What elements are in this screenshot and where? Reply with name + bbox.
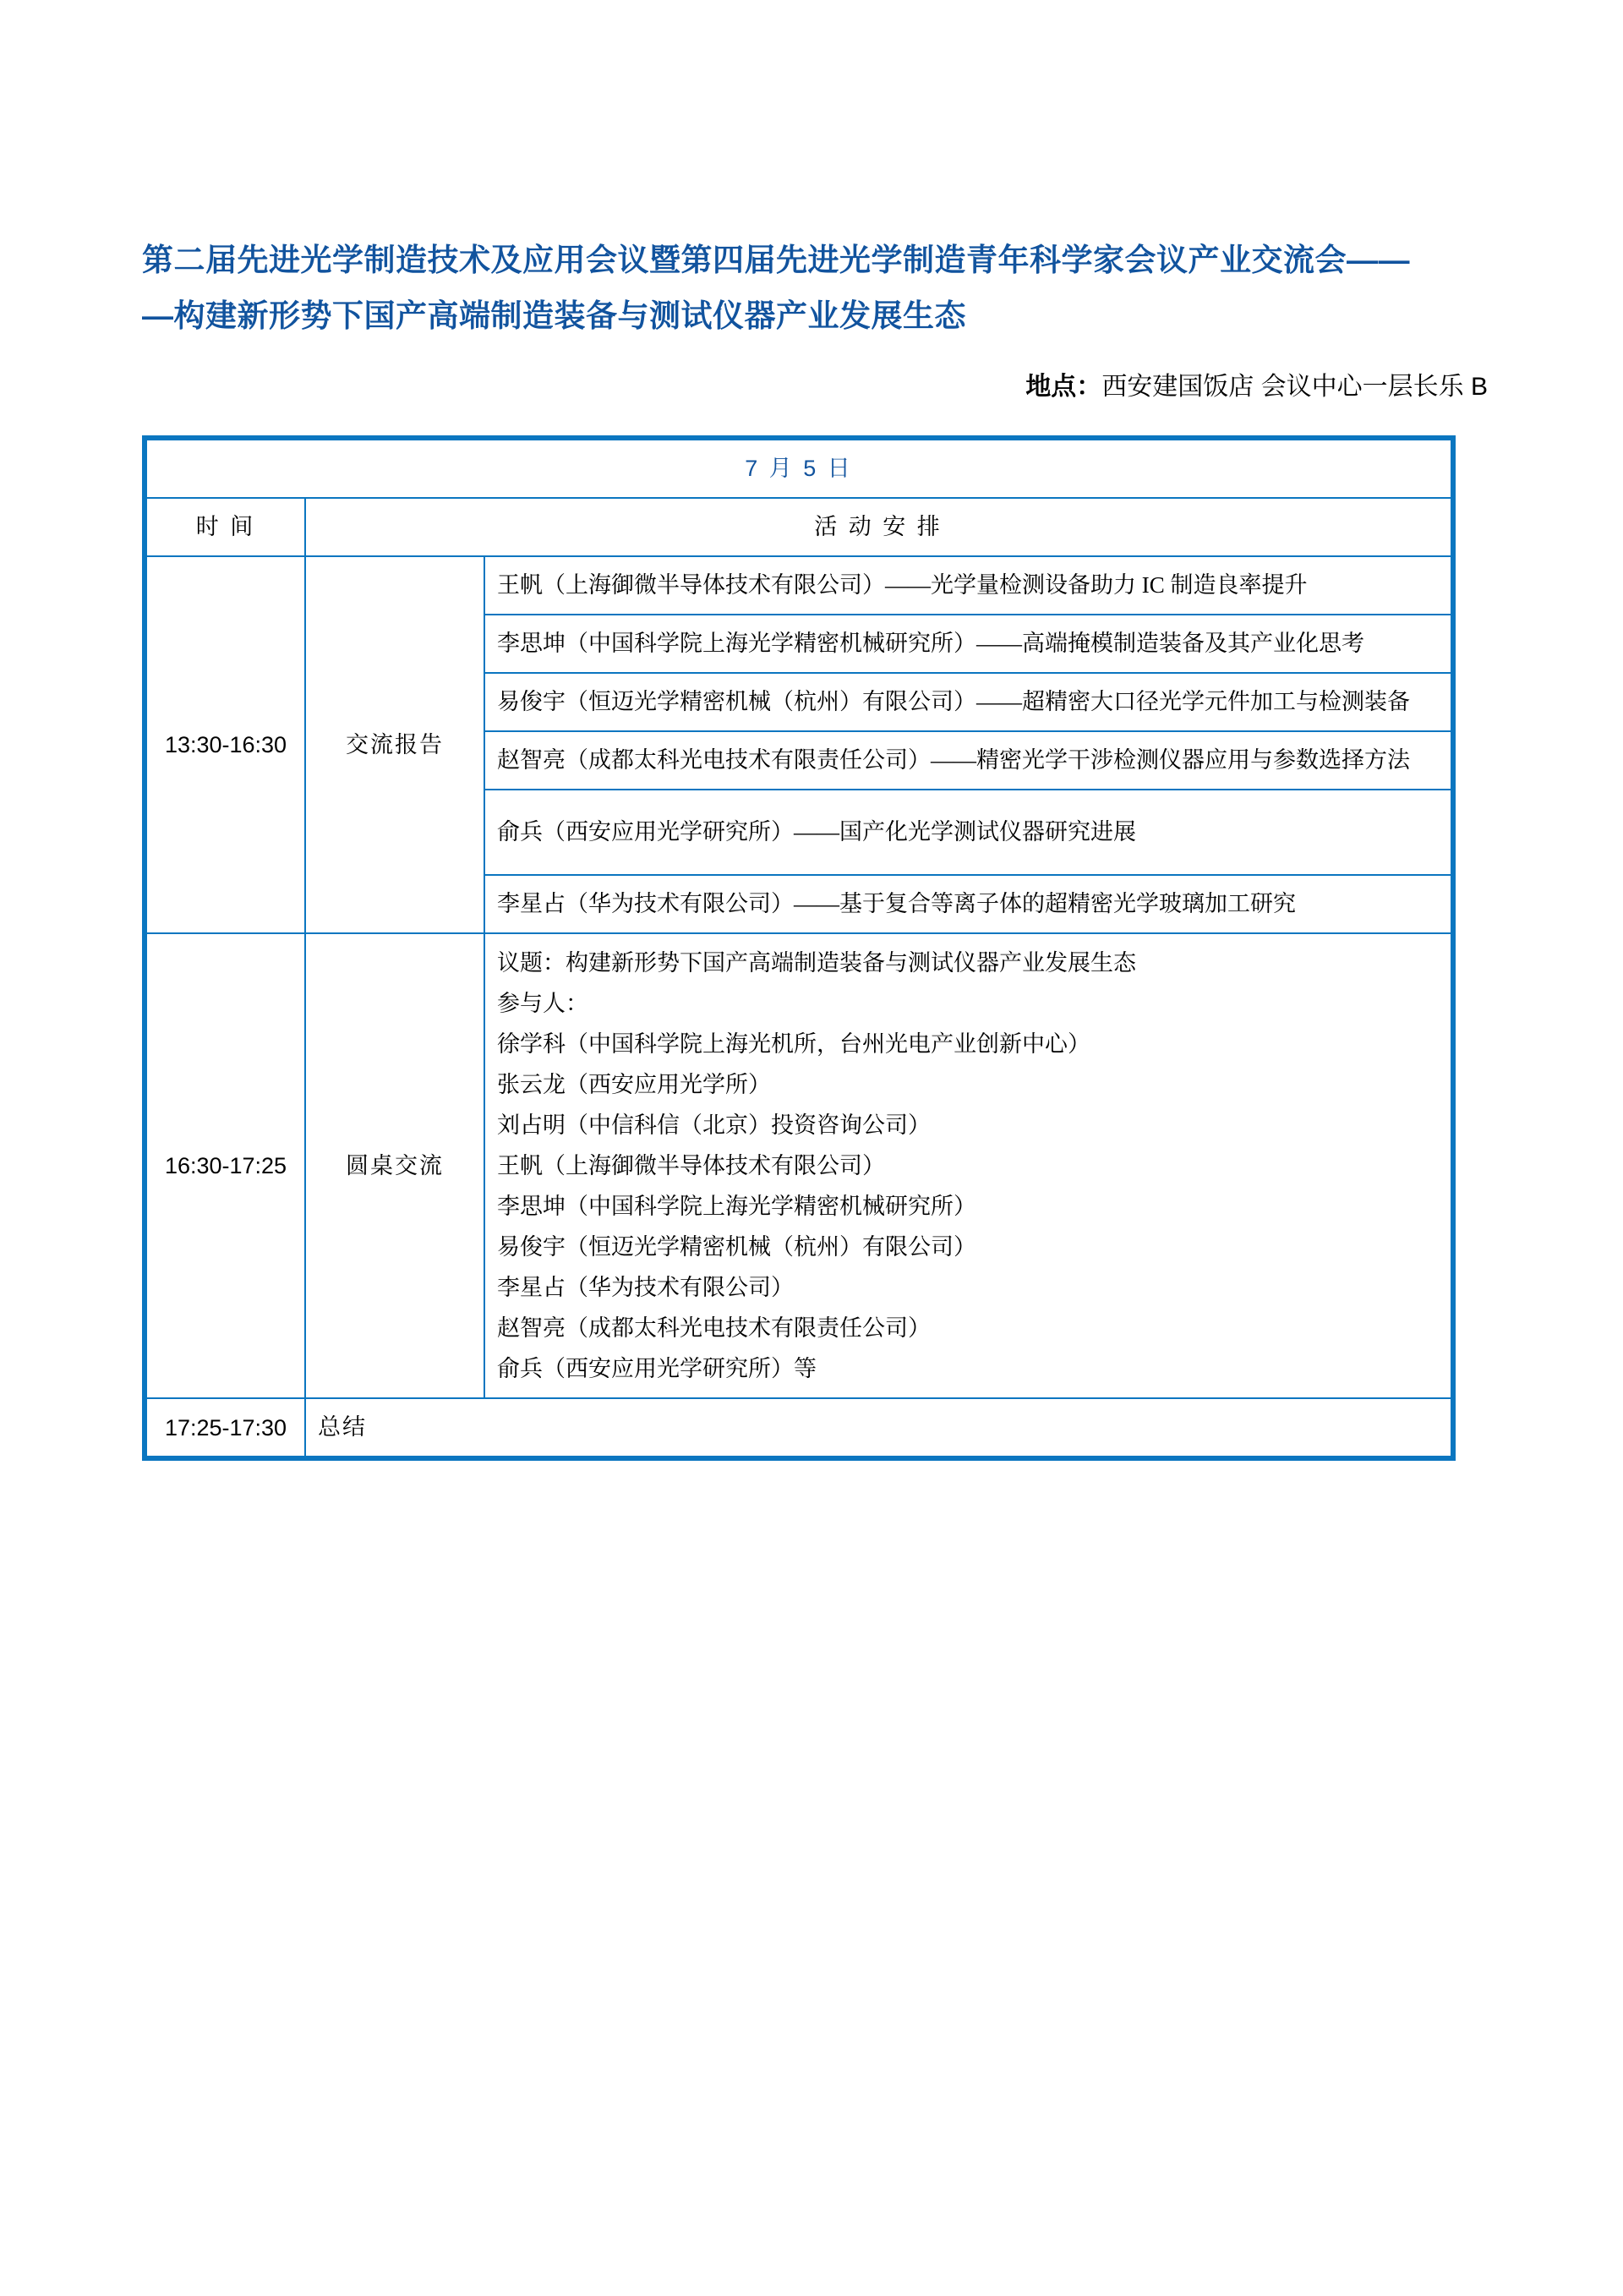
talk-item: 李思坤（中国科学院上海光学精密机械研究所）——高端掩模制造装备及其产业化思考 — [484, 615, 1453, 673]
column-header-activity: 活 动 安 排 — [305, 498, 1453, 556]
table-row — [145, 933, 1453, 1398]
list-item: 易俊宇（恒迈光学精密机械（杭州）有限公司） — [497, 1234, 976, 1260]
session-time-1: 13:30-16:30 — [145, 556, 305, 933]
session-type-2: 圆桌交流 — [305, 933, 484, 1398]
talk-item: 李星占（华为技术有限公司）——基于复合等离子体的超精密光学玻璃加工研究 — [484, 875, 1453, 933]
date-banner-row — [145, 438, 1453, 498]
title-line-1: 第二届先进光学制造技术及应用会议暨第四届先进光学制造青年科学家会议产业交流会—— — [142, 243, 1410, 277]
table-row — [145, 1398, 1453, 1458]
venue-label: 地点： — [1025, 373, 1102, 401]
summary-time: 17:25-17:30 — [145, 1398, 305, 1458]
roundtable-details — [484, 933, 1453, 1398]
page-title — [142, 232, 1495, 344]
list-item: 李思坤（中国科学院上海光学精密机械研究所） — [497, 1194, 976, 1219]
list-item: 王帆（上海御微半导体技术有限公司） — [497, 1153, 885, 1178]
session-time-2: 16:30-17:25 — [145, 933, 305, 1398]
column-header-row — [145, 498, 1453, 556]
summary-label: 总结 — [305, 1398, 1453, 1458]
agenda-table-wrapper — [142, 435, 1495, 1461]
list-item: 赵智亮（成都太科光电技术有限责任公司） — [497, 1315, 931, 1341]
date-banner: 7 月 5 日 — [145, 438, 1453, 498]
list-item: 李星占（华为技术有限公司） — [497, 1275, 794, 1300]
document-content — [142, 232, 1495, 1461]
venue-value: 西安建国饭店 会议中心一层长乐 B — [1101, 373, 1488, 401]
list-item: 张云龙（西安应用光学所） — [497, 1072, 771, 1097]
talk-item: 王帆（上海御微半导体技术有限公司）——光学量检测设备助力 IC 制造良率提升 — [484, 556, 1453, 615]
column-header-time: 时 间 — [145, 498, 305, 556]
roundtable-participants-label: 参与人： — [497, 991, 588, 1016]
agenda-table — [142, 435, 1456, 1461]
list-item: 徐学科（中国科学院上海光机所，台州光电产业创新中心） — [497, 1031, 1090, 1057]
list-item: 俞兵（西安应用光学研究所）等 — [497, 1356, 817, 1381]
list-item: 刘占明（中信科信（北京）投资咨询公司） — [497, 1112, 931, 1138]
talk-item: 俞兵（西安应用光学研究所）——国产化光学测试仪器研究进展 — [484, 790, 1453, 875]
title-line-2: —构建新形势下国产高端制造装备与测试仪器产业发展生态 — [142, 298, 966, 333]
roundtable-topic: 议题：构建新形势下国产高端制造装备与测试仪器产业发展生态 — [497, 950, 1136, 976]
talk-item: 易俊宇（恒迈光学精密机械（杭州）有限公司）——超精密大口径光学元件加工与检测装备 — [484, 673, 1453, 731]
venue-line — [142, 368, 1495, 407]
table-row — [145, 556, 1453, 615]
session-type-1: 交流报告 — [305, 556, 484, 933]
talk-item: 赵智亮（成都太科光电技术有限责任公司）——精密光学干涉检测仪器应用与参数选择方法 — [484, 731, 1453, 790]
